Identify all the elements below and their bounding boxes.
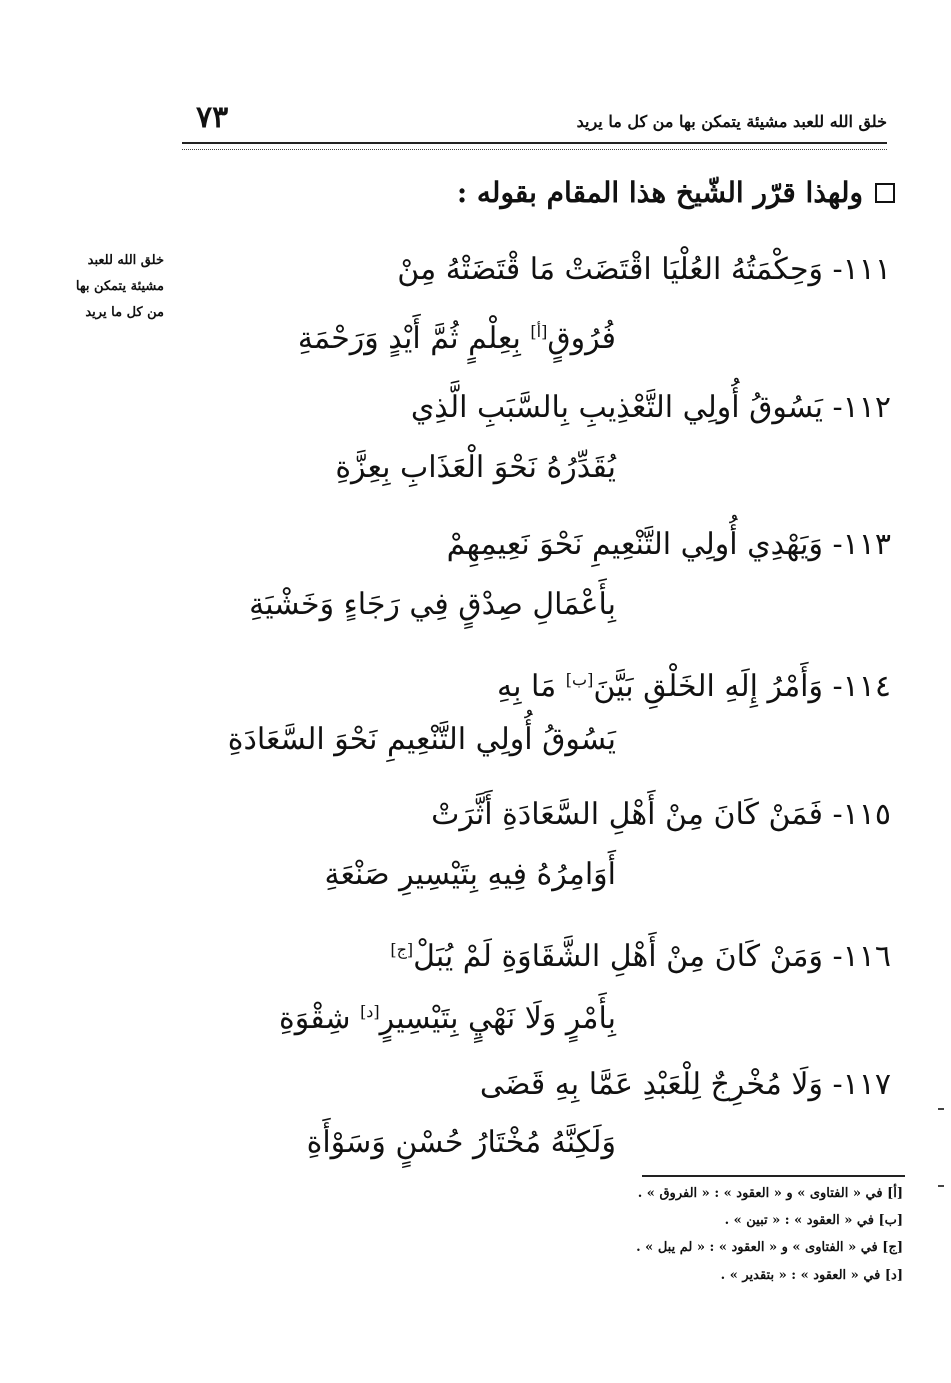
verse-115-second-hemistich: [325, 855, 617, 895]
footnote-c: [ج] في « الفتاوى » و « العقود » : « لم يبل » .: [636, 1240, 903, 1255]
scan-edge-mark: [938, 1185, 944, 1187]
margin-note-line: خلق الله للعبد: [87, 253, 164, 268]
verse-text: ١١٢- يَسُوقُ أُولِي التَّعْذِيبِ بِالسَّبَبِ الَّذِي: [410, 390, 891, 425]
verse-116-second-hemistich: [279, 992, 616, 1039]
verse-116-first-hemistich: [390, 930, 891, 977]
verse-111-first-hemistich: [397, 250, 891, 290]
verse-text: يَسُوقُ أُولِي التَّنْعِيمِ نَحْوَ السَّعَادَةِ: [227, 722, 616, 757]
verse-text: ١١٤- وَأَمْرُ إِلَهِ الخَلْقِ بَيَّنَ: [593, 669, 891, 704]
margin-note: [52, 248, 164, 326]
margin-note-line: من كل ما يريد: [85, 305, 164, 320]
verse-117-first-hemistich: [480, 1065, 891, 1105]
page-number: ٧٣: [196, 100, 229, 135]
verse-text: يُقَدِّرُهُ نَحْوَ الْعَذَابِ بِعِزَّةِ: [335, 450, 616, 485]
verse-112-second-hemistich: [335, 448, 616, 488]
footnote-a: [أ] في « الفتاوى » و « العقود » : « الفروق » .: [637, 1186, 903, 1201]
verse-text: ١١٦- وَمَنْ كَانَ مِنْ أَهْلِ الشَّقَاوَةِ لَمْ يُبَلْ: [413, 939, 891, 974]
intro-text: ولهذا قرّر الشّيخ هذا المقام بقوله :: [456, 176, 863, 209]
verse-111-second-hemistich: [298, 312, 616, 359]
verse-text: ١١٥- فَمَنْ كَانَ مِنْ أَهْلِ السَّعَادَةِ أَثَّرَتْ: [431, 797, 891, 832]
verse-text: ١١٧- وَلَا مُخْرِجٌ لِلْعَبْدِ عَمَّا بِهِ قَضَى: [479, 1067, 891, 1102]
verse-text: فُرُوقٍ: [547, 321, 616, 356]
verse-text: أَوَامِرُهُ فِيهِ بِتَيْسِيرِ صَنْعَةِ: [324, 857, 616, 892]
verse-114-first-hemistich: [497, 660, 891, 707]
square-bullet-icon: [875, 183, 895, 203]
verse-114-second-hemistich: [228, 720, 616, 760]
verse-117-second-hemistich: [307, 1123, 616, 1163]
verse-text: بِأَمْرٍ وَلَا نَهْيٍ بِتَيْسِيرٍ: [379, 1001, 616, 1036]
footnote-marker: [ج]: [390, 940, 414, 959]
verse-text: شِقْوَةِ: [278, 1001, 351, 1036]
margin-note-line: مشيئة يتمكن بها: [75, 279, 164, 294]
verse-text: بِعِلْمٍ ثُمَّ أَيْدٍ وَرَحْمَةِ: [297, 321, 521, 356]
footnote-marker: [ب]: [565, 670, 594, 689]
footnote-marker: [د]: [360, 1002, 380, 1021]
verse-text: ١١١- وَحِكْمَتُهُ العُلْيَا اقْتَضَتْ مَا قْتَضَتْهُ مِنْ: [397, 252, 891, 287]
verse-113-second-hemistich: [249, 585, 616, 625]
page-header: [182, 100, 887, 144]
intro-heading: [457, 176, 895, 209]
verse-text: بِأَعْمَالِ صِدْقٍ فِي رَجَاءٍ وَخَشْيَةِ: [249, 587, 616, 622]
verse-113-first-hemistich: [447, 525, 891, 565]
footnote-rule: [642, 1175, 905, 1177]
footnote-marker: [أ]: [530, 322, 548, 341]
verse-text: ١١٣- وَيَهْدِي أُولِي التَّنْعِيمِ نَحْوَ نَعِيمِهِمْ: [446, 527, 891, 562]
scan-edge-mark: [938, 1108, 944, 1110]
footnote-d: [د] في « العقود » : « بتقدير » .: [720, 1268, 903, 1283]
footnote-b: [ب] في « العقود » : « تبين » .: [724, 1213, 903, 1228]
verse-115-first-hemistich: [431, 795, 891, 835]
header-rule: [182, 142, 887, 150]
verse-text: وَلَكِنَّهُ مُخْتَارُ حُسْنٍ وَسَوْأَةِ: [306, 1125, 616, 1160]
verse-112-first-hemistich: [411, 388, 891, 428]
verse-text: مَا بِهِ: [497, 669, 557, 704]
running-title: خلق الله للعبد مشيئة يتمكن بها من كل ما يريد: [576, 112, 887, 131]
